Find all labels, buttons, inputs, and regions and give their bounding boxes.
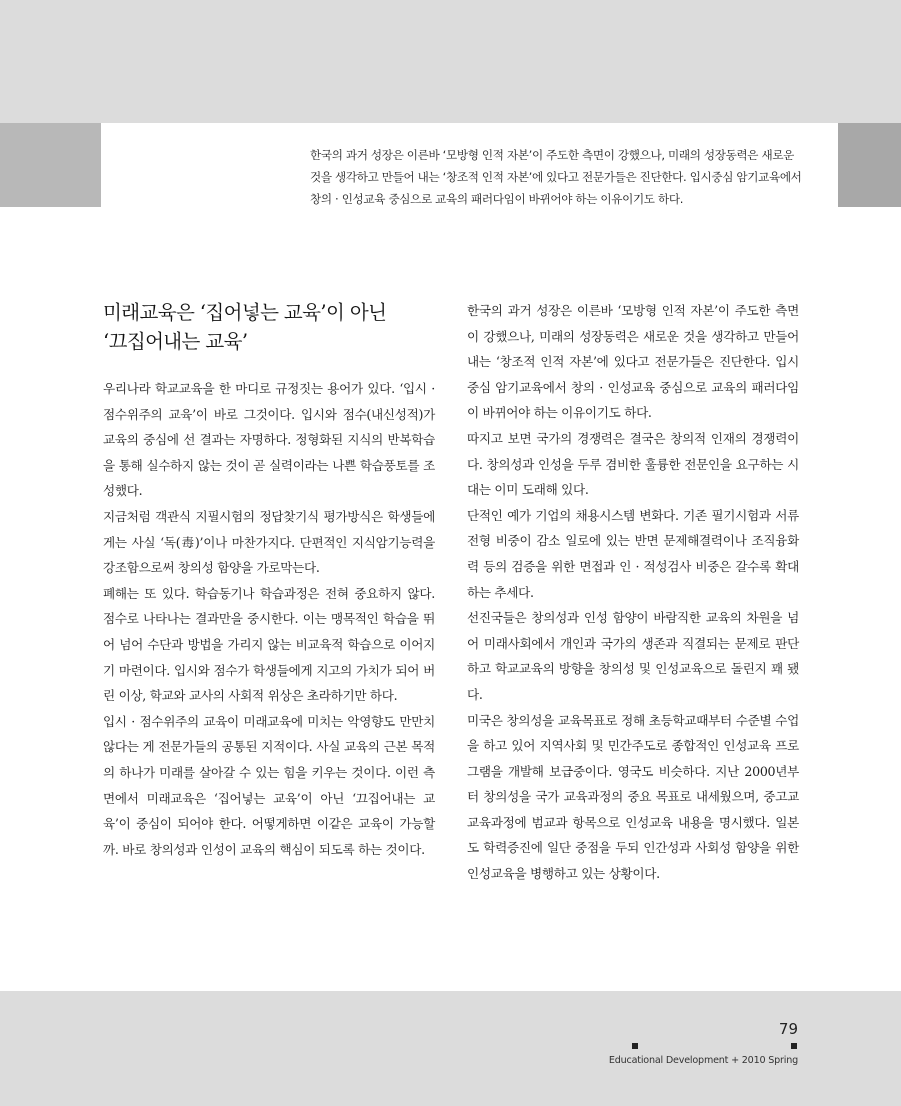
body-paragraph: 폐해는 또 있다. 학습동기나 학습과정은 전혀 중요하지 않다. 점수로 나타나는 결과만을 중시한다. 이는 맹목적인 학습을 뛰어 넘어 수단과 방법을 가리지 않는 비교육적 학습으로 이어지기 마련이다. 입시와 점수가 학생들에게 지고의 가치가 되어 버린 이상, 학교와 교사의 사회적 위상은 초라하기만 하다. xyxy=(103,585,435,704)
body-paragraph: 우리나라 학교교육을 한 마디로 규정짓는 용어가 있다. ‘입시 · 점수위주의 교육’이 바로 그것이다. 입시와 점수(내신성적)가 교육의 중심에 선 결과는 자명하다. 정형화된 지식의 반복학습을 통해 실수하지 않는 것이 곧 실력이라는 나쁜 학습풍토를 조성했다. xyxy=(103,381,435,499)
page-number: 79 xyxy=(778,1020,798,1038)
body-paragraph: 따지고 보면 국가의 경쟁력은 결국은 창의적 인재의 경쟁력이다. 창의성과 인성을 두루 겸비한 훌륭한 전문인을 요구하는 시대는 이미 도래해 있다. xyxy=(467,430,799,498)
left-accent-block xyxy=(0,123,101,207)
footer-square-marker xyxy=(632,1043,638,1049)
article-headline xyxy=(103,298,435,356)
article-right-column xyxy=(467,298,799,887)
body-paragraph: 선진국들은 창의성과 인성 함양이 바람직한 교육의 차원을 넘어 미래사회에서 개인과 국가의 생존과 직결되는 문제로 판단하고 학교교육의 방향을 창의성 및 인성교육으로 돌린지 꽤 됐다. xyxy=(467,610,799,702)
publication-credit: Educational Development + 2010 Spring xyxy=(608,1055,798,1066)
right-accent-block xyxy=(838,123,901,207)
header-band xyxy=(0,0,901,123)
footer-band xyxy=(0,991,901,1106)
lead-summary: 한국의 과거 성장은 이른바 ‘모방형 인적 자본’이 주도한 측면이 강했으나, 미래의 성장동력은 새로운 것을 생각하고 만들어 내는 ‘창조적 인적 자본’에 있다고 전문가들은 진단한다. 입시중심 암기교육에서 창의 · 인성교육 중심으로 교육의 패러다임이 바뀌어야 하는 이유이기도 하다. xyxy=(310,148,802,206)
article-left-column xyxy=(103,296,435,862)
footer-square-marker xyxy=(791,1043,797,1049)
body-paragraph: 미국은 창의성을 교육목표로 정해 초등학교때부터 수준별 수업을 하고 있어 지역사회 및 민간주도로 종합적인 인성교육 프로그램을 개발해 보급중이다. 영국도 비슷하다. 지난 2000년부터 창의성을 국가 교육과정의 중요 목표로 내세웠으며, 중고교 교육과정에 범교과 항목으로 인성교육 내용을 명시했다. 일본도 학력증진에 일단 중점을 두되 인간성과 사회성 함양을 위한 인성교육을 병행하고 있는 상황이다. xyxy=(467,712,799,882)
body-paragraph: 지금처럼 객관식 지필시험의 정답찾기식 평가방식은 학생들에게는 사실 ‘독(毒)’이나 마찬가지다. 단편적인 지식암기능력을 강조함으로써 창의성 함양을 가로막는다. xyxy=(103,508,435,576)
body-paragraph: 입시 · 점수위주의 교육이 미래교육에 미치는 악영향도 만만치 않다는 게 전문가들의 공통된 지적이다. 사실 교육의 근본 목적의 하나가 미래를 살아갈 수 있는 힘을 키우는 것이다. 이런 측면에서 미래교육은 ‘집어넣는 교육’이 아닌 ‘끄집어내는 교육’이 중심이 되어야 한다. 어떻게하면 이같은 교육이 가능할까. 바로 창의성과 인성이 교육의 핵심이 되도록 하는 것이다. xyxy=(103,713,435,857)
headline-line-1: 미래교육은 ‘집어넣는 교육’이 아닌 xyxy=(103,301,387,324)
body-paragraph: 단적인 예가 기업의 채용시스템 변화다. 기존 필기시험과 서류전형 비중이 감소 일로에 있는 반면 문제해결력이나 조직융화력 등의 검증을 위한 면접과 인 · 적성검사 비중은 갈수록 확대하는 추세다. xyxy=(467,507,799,600)
headline-line-2: ‘끄집어내는 교육’ xyxy=(103,330,248,353)
body-paragraph: 한국의 과거 성장은 이른바 ‘모방형 인적 자본’이 주도한 측면이 강했으나, 미래의 성장동력은 새로운 것을 생각하고 만들어 내는 ‘창조적 인적 자본’에 있다고 전문가들은 진단한다. 입시중심 암기교육에서 창의 · 인성교육 중심으로 교육의 패러다임이 바뀌어야 하는 이유이기도 하다. xyxy=(467,303,799,421)
